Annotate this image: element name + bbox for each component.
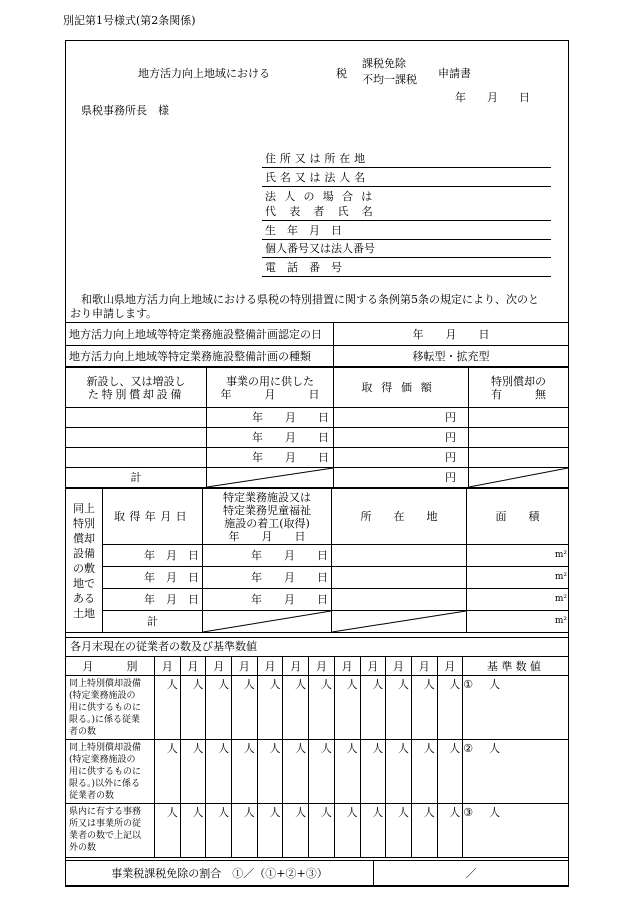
diagonal-line [469,468,568,487]
table-row [66,408,569,428]
equip-date[interactable]: 年 月 日 [207,428,334,448]
table-row [66,589,569,611]
equip-total: 計 [66,468,207,488]
employee-count-cell[interactable]: 人 [411,676,437,740]
land-table [65,488,569,633]
employee-count-cell[interactable]: 人 [334,804,360,858]
equipment-table [65,367,569,488]
equip-yen[interactable]: 円 [334,428,469,448]
land-acq-date[interactable]: 年 月 日 [103,567,203,589]
title-tax: 税 [336,67,347,80]
plan-type-value[interactable]: 移転型・拡充型 [334,346,569,367]
equip-cell[interactable] [469,408,569,428]
employee-count-cell[interactable]: 人 [257,740,283,804]
land-header-location: 所 在 地 [332,489,467,545]
employee-count-cell[interactable]: 人 [283,676,309,740]
month-header: 月 [360,657,386,676]
employee-count-cell[interactable]: 人 [411,740,437,804]
employee-count-cell[interactable]: 人 [206,740,232,804]
row-label-line: 業者の数で上記以 [69,831,142,841]
employee-row-label [66,804,155,858]
land-acq-date[interactable]: 年 月 日 [103,589,203,611]
land-h2b: 特定業務児童福祉 [223,503,311,517]
row-label-line: 外の数 [69,843,97,853]
land-total-sqm[interactable]: m² [467,611,569,633]
equip-date[interactable]: 年 月 日 [207,448,334,468]
employee-count-cell[interactable]: 人 [411,804,437,858]
land-h2c: 施設の着工(取得) [224,516,310,530]
option-uneven-tax: 不均一課税 [362,73,417,86]
plan-approval-date[interactable]: 年 月 日 [334,323,569,346]
month-header: 月 [232,657,258,676]
row-label-line: 県内に有する事務 [69,807,142,817]
diagonal-line [332,611,466,632]
employee-count-cell[interactable]: 人 [334,676,360,740]
equip-header-cost: 取得価額 [334,368,469,408]
base-person: 人 [489,742,501,755]
row-label-line: 同上特別償却設備 [69,743,142,753]
equip-header-date [207,368,334,408]
month-header: 月 [206,657,232,676]
statement-line-2: おり申請します。 [70,307,158,320]
table-row [66,428,569,448]
side-5: の敷 [73,561,95,575]
employee-count-cell[interactable]: 人 [155,804,181,858]
addressee: 県税事務所長 様 [81,104,169,117]
employee-count-cell[interactable]: 人 [232,804,258,858]
land-start-date[interactable]: 年 月 日 [203,545,332,567]
land-location[interactable] [332,545,467,567]
equip-cell[interactable] [469,448,569,468]
equip-h1b: た特別償却設備 [87,387,185,401]
employee-count-cell[interactable]: 人 [386,804,412,858]
option-exemption: 課税免除 [362,57,406,70]
employee-table [65,656,569,858]
employee-count-cell[interactable]: 人 [386,740,412,804]
applicant-name-line [262,186,551,187]
employee-count-cell[interactable]: 人 [180,740,206,804]
base-person: 人 [489,806,501,819]
ratio-value[interactable]: ／ [374,861,569,887]
date-day: 日 [519,91,530,104]
table-row [66,545,569,567]
side-6: 地で [73,576,95,590]
equip-h1a: 新設し、又は増設し [86,374,186,388]
equip-total-diag-2 [469,468,569,488]
employee-heading: 各月末現在の従業者の数及び基準数値 [70,640,257,653]
employee-count-cell[interactable]: 人 [437,740,463,804]
equip-h4a: 特別償却の [491,374,546,388]
employee-count-cell[interactable]: 人 [232,676,258,740]
land-side-label [66,489,103,633]
employee-count-cell[interactable]: 人 [232,740,258,804]
employee-count-cell[interactable]: 人 [334,740,360,804]
employee-count-cell[interactable]: 人 [155,676,181,740]
row-label-line: 同上特別償却設備 [69,679,142,689]
equip-cell[interactable] [66,448,207,468]
employee-count-cell[interactable]: 人 [309,676,335,740]
land-h2d: 年 月 日 [228,529,306,543]
base-person: 人 [489,678,501,691]
land-start-date[interactable]: 年 月 日 [203,589,332,611]
table-row [66,804,569,858]
base-value-cell[interactable] [463,804,569,858]
table-row [66,676,569,740]
land-start-date[interactable]: 年 月 日 [203,567,332,589]
circle-number: ② [463,742,474,755]
base-value-header: 基準数値 [463,657,569,676]
diagonal-line [203,611,331,632]
plan-table [65,322,569,367]
birth-line [262,239,551,240]
month-header: 月 [437,657,463,676]
equip-h2b: 年 月 日 [220,387,320,401]
row-label-line: 限る。)に係る従業 [69,715,141,725]
employee-count-cell[interactable]: 人 [283,804,309,858]
corp-label-1: 法人の場合は [265,190,381,203]
row-label-line: (特定業務施設の [69,755,136,765]
equip-cell[interactable] [66,428,207,448]
equip-yen[interactable]: 円 [334,448,469,468]
land-total: 計 [103,611,203,633]
month-label: 月 別 [66,657,155,676]
equip-cell[interactable] [66,408,207,428]
month-header: 月 [155,657,181,676]
employee-count-cell[interactable]: 人 [257,804,283,858]
land-h2a: 特定業務施設又は [223,490,311,504]
equip-total-yen[interactable]: 円 [334,468,469,488]
plan-approval-label: 地方活力向上地域等特定業務施設整備計画認定の日 [66,323,334,346]
circle-number: ③ [463,806,474,819]
employee-count-cell[interactable]: 人 [180,676,206,740]
land-sqm[interactable]: m² [467,567,569,589]
table-row [66,468,569,488]
form-number-label: 別記第1号様式(第2条関係) [63,14,196,27]
ratio-table [65,860,569,887]
land-header-area: 面 積 [467,489,569,545]
employee-row-label [66,676,155,740]
month-header: 月 [283,657,309,676]
land-acq-date[interactable]: 年 月 日 [103,545,203,567]
row-label-line: 限る。)以外に係る [69,779,141,789]
phone-label: 電 話 番 号 [265,261,342,274]
employee-count-cell[interactable]: 人 [257,676,283,740]
employee-count-cell[interactable]: 人 [360,676,386,740]
month-header: 月 [386,657,412,676]
equip-total-diag [207,468,334,488]
applicant-name-label: 氏名又は法人名 [265,171,369,184]
equip-h2a: 事業の用に供した [226,374,314,388]
date-month: 月 [487,91,498,104]
statement-line-1: 和歌山県地方活力向上地域における県税の特別措置に関する条例第5条の規定により、次のと [70,293,539,306]
employee-divider [65,637,569,638]
equip-cell[interactable] [469,428,569,448]
equip-yen[interactable]: 円 [334,408,469,428]
table-row [66,567,569,589]
land-total-diag [203,611,332,633]
side-8: 土地 [73,606,95,620]
employee-count-cell[interactable]: 人 [360,740,386,804]
land-location[interactable] [332,567,467,589]
row-label-line: 所又は事業所の従 [69,819,142,829]
date-year: 年 [455,91,466,104]
diagonal-line [207,468,333,487]
title-left: 地方活力向上地域における [138,67,270,80]
applicant-address-line [262,167,551,168]
corp-line [262,220,551,221]
land-sqm[interactable]: m² [467,589,569,611]
month-header: 月 [180,657,206,676]
circle-number: ① [463,678,474,691]
equip-date[interactable]: 年 月 日 [207,408,334,428]
base-value-cell[interactable] [463,676,569,740]
row-label-line: 者の数 [69,727,97,737]
employee-count-cell[interactable]: 人 [437,804,463,858]
employee-count-cell[interactable]: 人 [180,804,206,858]
table-row [66,448,569,468]
number-label: 個人番号又は法人番号 [265,242,375,255]
side-2: 特別 [73,516,95,530]
employee-count-cell[interactable]: 人 [309,804,335,858]
employee-count-cell[interactable]: 人 [206,676,232,740]
employee-count-cell[interactable]: 人 [386,676,412,740]
title-application: 申請書 [438,67,471,80]
base-value-cell[interactable] [463,740,569,804]
side-1: 同上 [73,501,95,515]
side-7: ある [73,591,95,605]
number-line [262,257,551,258]
ratio-label: 事業税課税免除の割合 ①／（①+②+③） [66,861,374,887]
equip-header-equipment [66,368,207,408]
employee-count-cell[interactable]: 人 [155,740,181,804]
birth-label: 生 年 月 日 [265,224,342,237]
land-total-diag-2 [332,611,467,633]
side-3: 償却 [73,531,95,545]
applicant-address-label: 住所又は所在地 [265,152,369,165]
row-label-line: 用に供するものに [69,767,142,777]
equip-h4b: 有 無 [491,387,546,401]
employee-count-cell[interactable]: 人 [283,740,309,804]
row-label-line: 用に供するものに [69,703,142,713]
equip-header-depreciation [469,368,569,408]
land-header-start [203,489,332,545]
employee-header-row [66,657,569,676]
month-header: 月 [334,657,360,676]
employee-count-cell[interactable]: 人 [206,804,232,858]
employee-count-cell[interactable]: 人 [309,740,335,804]
month-header: 月 [257,657,283,676]
land-header-acq-date: 取得年月日 [103,489,203,545]
month-header: 月 [309,657,335,676]
corp-label-2: 代表者氏名 [265,205,386,218]
plan-type-label: 地方活力向上地域等特定業務施設整備計画の種類 [66,346,334,367]
row-label-line: 従業者の数 [69,791,115,801]
employee-row-label [66,740,155,804]
land-sqm[interactable]: m² [467,545,569,567]
side-4: 設備 [73,546,95,560]
employee-count-cell[interactable]: 人 [437,676,463,740]
row-label-line: (特定業務施設の [69,691,136,701]
table-row [66,611,569,633]
phone-line [262,276,551,277]
table-row [66,740,569,804]
month-header: 月 [411,657,437,676]
land-location[interactable] [332,589,467,611]
employee-count-cell[interactable]: 人 [360,804,386,858]
